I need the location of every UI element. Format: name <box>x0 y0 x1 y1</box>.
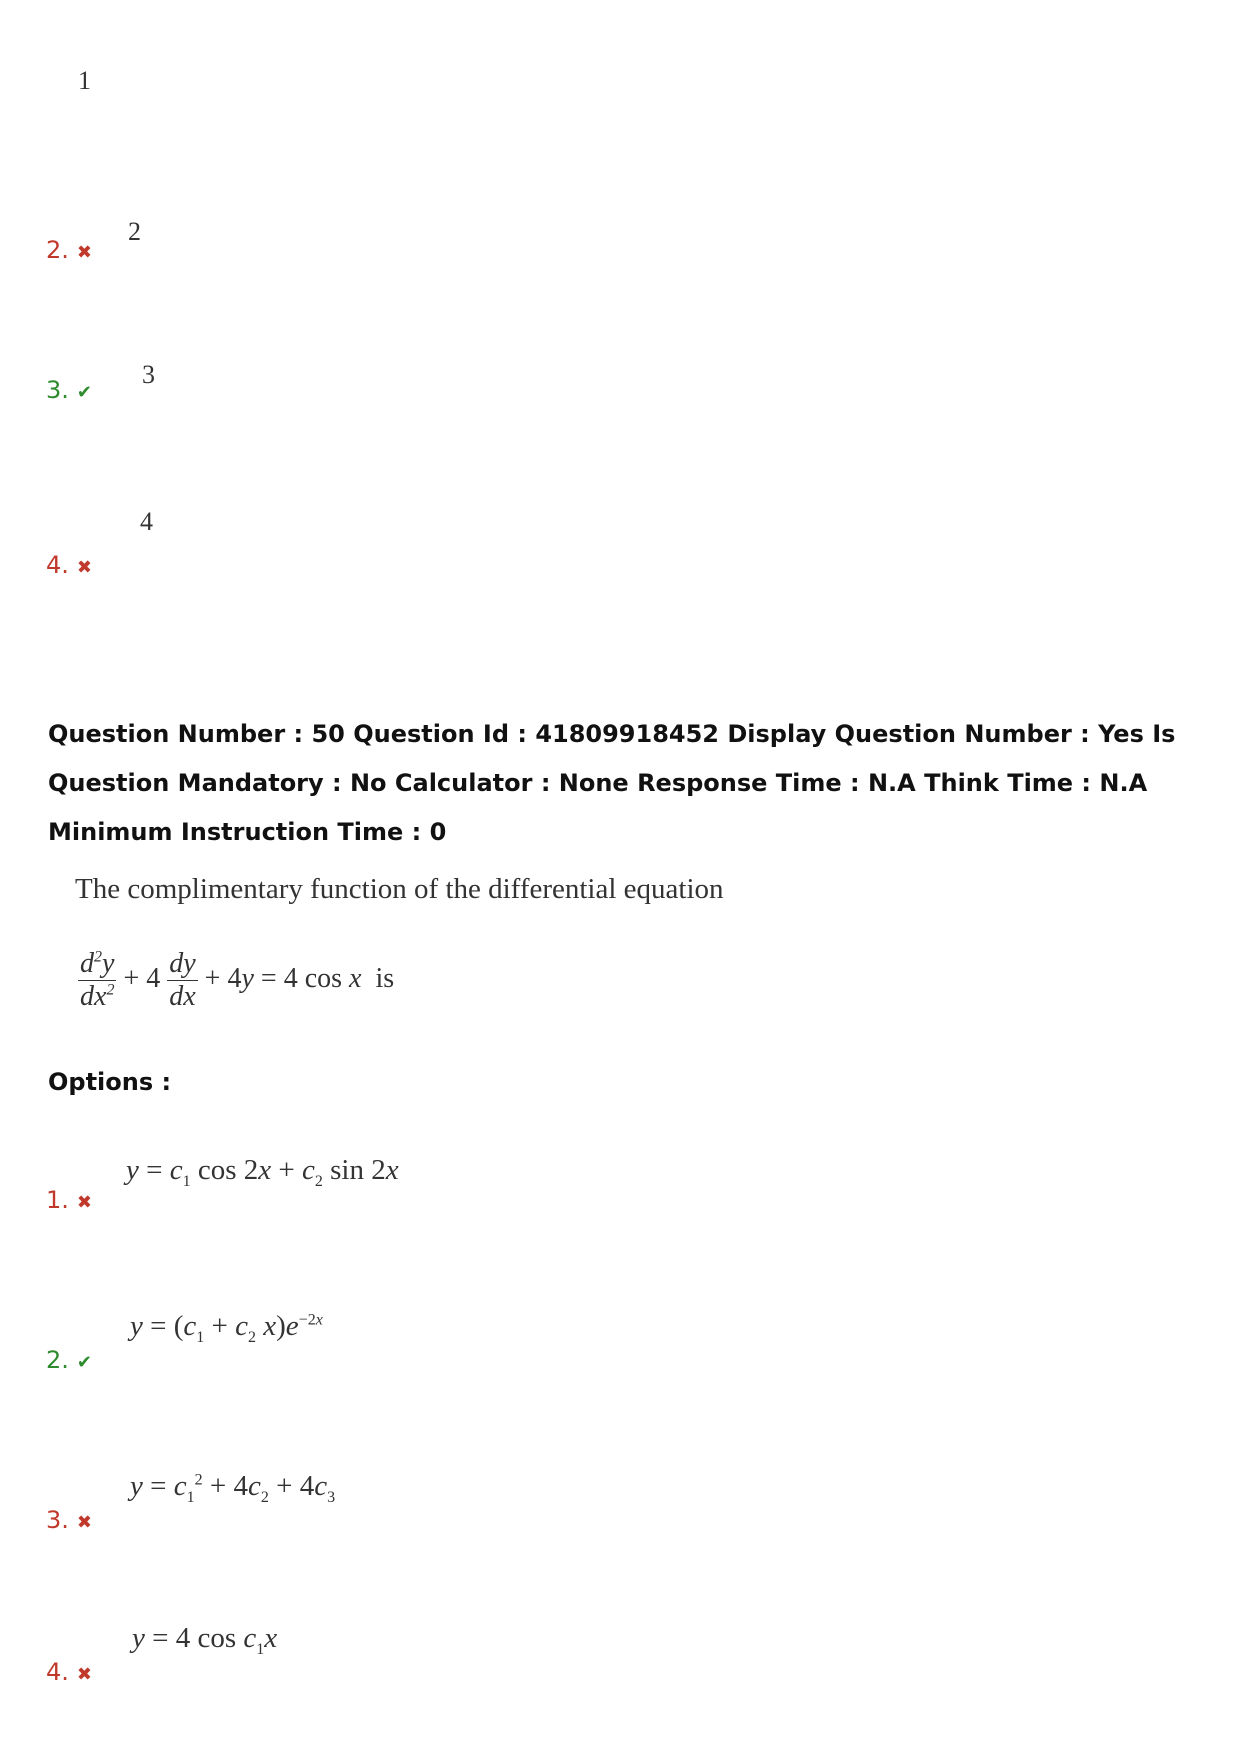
prev-option-3-number: 3. <box>46 376 69 404</box>
cross-icon: ✖ <box>76 557 92 578</box>
option-4-formula: y = 4 $\cos c_1x$ <box>132 1622 278 1658</box>
prev-option-4-image: 4 <box>140 507 153 536</box>
check-icon: ✔ <box>76 1352 92 1373</box>
cross-icon: ✖ <box>76 1664 92 1685</box>
option-1-formula: $y = c_1$ $\cos 2x + c_2$ sin 2x <box>126 1154 399 1190</box>
question-equation: $\frac{d^2y}{dx^2}$ + 4 $\frac{dy}{dx}$ + 4y = 4 cos x is <box>80 948 395 1012</box>
option-1 <box>46 1186 92 1214</box>
option-4 <box>46 1658 92 1686</box>
prev-option-1-image: 1 <box>78 66 91 95</box>
cross-icon: ✖ <box>76 1192 92 1213</box>
question-meta: Question Number : 50 Question Id : 41809918452 Display Question Number : Yes Is Question Mandatory : No Calculator : None Response Time : N.A Think Time : N.A Minimum Instruction Time : 0 <box>48 720 1176 846</box>
prev-option-2-number: 2. <box>46 236 69 264</box>
option-1-number: 1. <box>46 1186 69 1214</box>
option-3-number: 3. <box>46 1506 69 1534</box>
option-3-formula: $y = c_1^2 + 4c_2 + 4c_3$ <box>130 1470 336 1506</box>
question-text: The complimentary function of the differential equation <box>75 873 724 905</box>
check-icon: ✔ <box>76 382 92 403</box>
option-2-formula: $y = (c_1 + c_2$ $x)e^{-2x}$ <box>130 1310 323 1346</box>
option-2 <box>46 1346 92 1374</box>
option-4-number: 4. <box>46 1658 69 1686</box>
options-label: Options : <box>48 1068 172 1096</box>
cross-icon: ✖ <box>76 242 92 263</box>
prev-option-4-number: 4. <box>46 551 69 579</box>
prev-option-3-image: 3 <box>142 360 155 389</box>
option-3 <box>46 1506 92 1534</box>
prev-option-2 <box>46 236 92 264</box>
equation-suffix: is <box>375 962 395 994</box>
prev-option-3 <box>46 376 92 404</box>
cross-icon: ✖ <box>76 1512 92 1533</box>
prev-option-4 <box>46 551 92 579</box>
option-2-number: 2. <box>46 1346 69 1374</box>
prev-option-2-image: 2 <box>128 217 141 246</box>
